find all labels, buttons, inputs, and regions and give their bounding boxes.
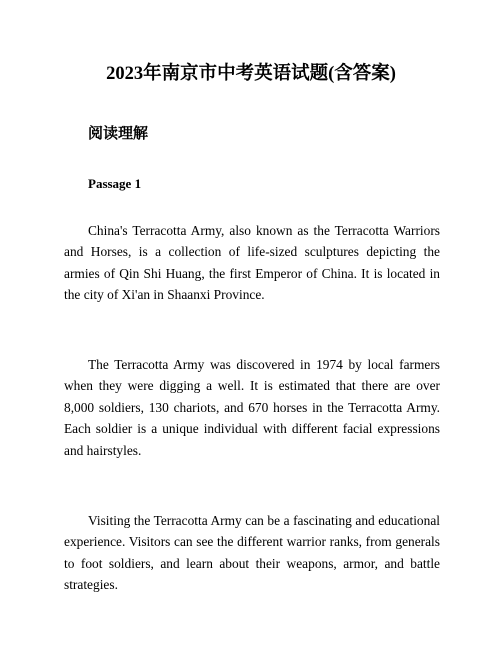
document-title: 2023年南京市中考英语试题(含答案) [106, 64, 396, 84]
passage-label: Passage 1 [88, 176, 142, 191]
paragraph-3: Visiting the Terracotta Army can be a fascinating and educational experience. Visitors can see the different warrior ranks, from generals to foot soldiers, and learn about their weapons, armor, and battle strategies. [64, 513, 440, 593]
paragraph-1: China's Terracotta Army, also known as the Terracotta Warriors and Horses, is a collection of life-sized sculptures depicting the armies of Qin Shi Huang, the first Emperor of China. It is located in the city of Xi'an in Shaanxi Province. [64, 223, 440, 303]
paragraph-2: The Terracotta Army was discovered in 1974 by local farmers when they were digging a well. It is estimated that there are over 8,000 soldiers, 130 chariots, and 670 horses in the Terracotta Army. Each soldier is a unique individual with different facial expressions and hairstyles. [64, 357, 440, 458]
section-heading: 阅读理解 [88, 126, 149, 142]
